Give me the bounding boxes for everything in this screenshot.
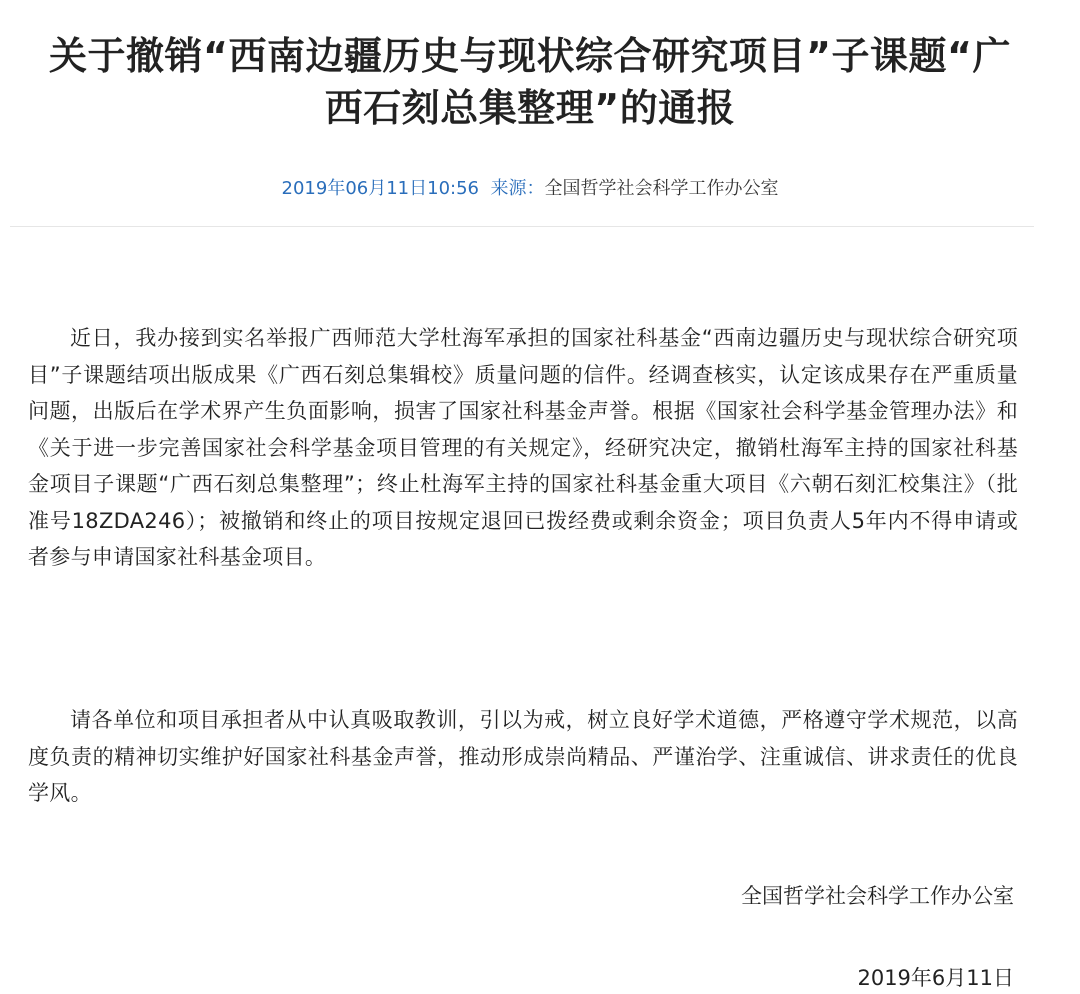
signature-date: 2019年6月11日: [857, 966, 1014, 990]
source-name: 全国哲学社会科学工作办公室: [544, 178, 779, 199]
source-label: 来源：: [490, 178, 545, 199]
header-divider: [10, 226, 1034, 227]
publish-date: 2019年06月11日10:56: [281, 178, 480, 199]
article-meta: [0, 176, 1060, 202]
signature-organization: 全国哲学社会科学工作办公室: [741, 884, 1014, 908]
body-paragraph: 请各单位和项目承担者从中认真吸取教训，引以为戒，树立良好学术道德，严格遵守学术规范，以高度负责的精神切实维护好国家社科基金声誉，推动形成崇尚精品、严谨治学、注重诚信、讲求责任的优良学风。: [28, 708, 1018, 805]
article-title: 关于撤销“西南边疆历史与现状综合研究项目”子课题“广西石刻总集整理”的通报: [49, 34, 1011, 130]
body-paragraph: 近日，我办接到实名举报广西师范大学杜海军承担的国家社科基金“西南边疆历史与现状综合研究项目”子课题结项出版成果《广西石刻总集辑校》质量问题的信件。经调查核实，认定该成果存在严重质量问题，出版后在学术界产生负面影响，损害了国家社科基金声誉。根据《国家社会科学基金管理办法》和《关于进一步完善国家社会科学基金项目管理的有关规定》，经研究决定，撤销杜海军主持的国家社科基金项目子课题“广西石刻总集整理”；终止杜海军主持的国家社科基金重大项目《六朝石刻汇校集注》（批准号18ZDA246）；被撤销和终止的项目按规定退回已拨经费或剩余资金；项目负责人5年内不得申请或者参与申请国家社科基金项目。: [28, 326, 1018, 569]
